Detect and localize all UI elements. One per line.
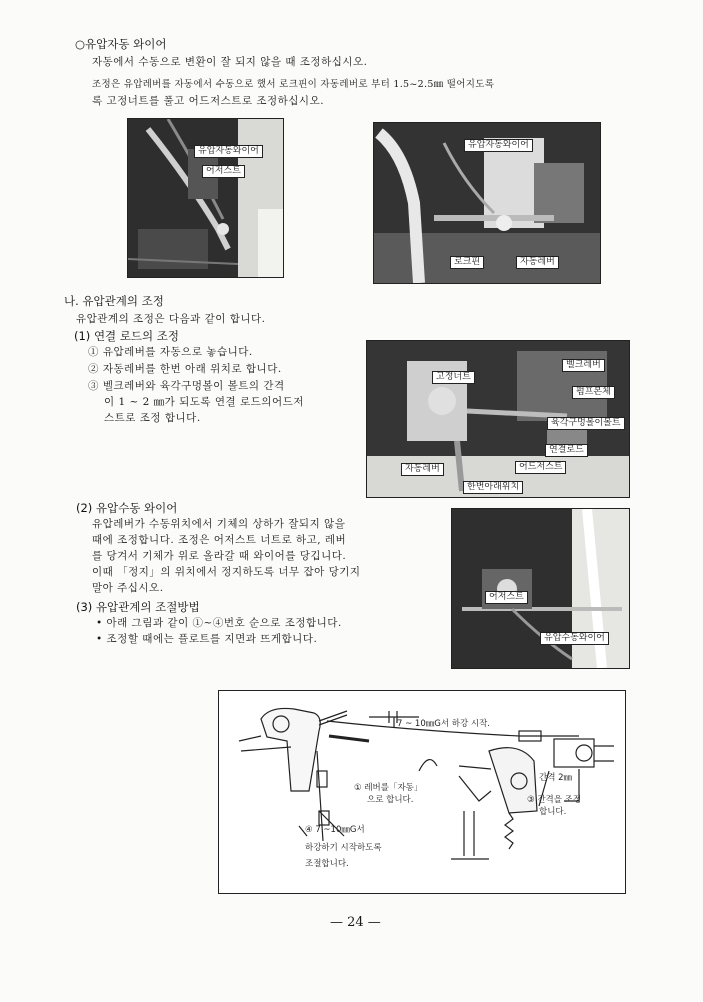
- adjustment-diagram: [218, 690, 626, 894]
- photo-label: 육각구멍볼이볼트: [547, 417, 625, 430]
- photo-label: 어저스트: [485, 591, 528, 604]
- paragraph-line: 유압레버가 수동위치에서 기체의 상하가 잘되지 않을: [92, 518, 346, 530]
- subheading-adjust-method: (3) 유압관계의 조절방법: [76, 600, 200, 614]
- photo-label: 연결로드: [545, 444, 588, 457]
- step-item: ③ 벨크레버와 육각구멍볼이 볼트의 간격: [88, 380, 285, 392]
- diagram-note: 으로 합니다.: [367, 795, 414, 805]
- paragraph-line: 를 당겨서 기체가 위로 올라갈 때 와이어를 당깁니다.: [92, 550, 347, 562]
- step-item: 스트로 조정 합니다.: [104, 412, 201, 424]
- paragraph: 유압관계의 조정은 다음과 같이 합니다.: [76, 313, 266, 325]
- photo-label: 한번아래위치: [463, 481, 523, 494]
- photo-label: 고정너트: [432, 371, 475, 384]
- photo-label: 자동레버: [401, 463, 444, 476]
- paragraph: 조정은 유압레버를 자동에서 수동으로 했서 로크핀이 자동레버로 부터 1.5~2.5㎜ 떨어지도록: [92, 79, 495, 90]
- photo-label: 자동레버: [516, 256, 559, 269]
- diagram-note: 간격 2㎜: [539, 773, 573, 783]
- paragraph-line: 이때 「정지」의 위치에서 정지하도록 너무 잡아 당기지: [92, 566, 361, 578]
- bullet-item: • 조정할 때에는 플로트를 지면과 뜨게합니다.: [96, 633, 318, 645]
- photo-label: 펌프본체: [572, 386, 615, 399]
- paragraph: 록 고정너트를 풀고 어드저스트로 조정하십시오.: [92, 95, 325, 107]
- diagram-note: ④ 7 ~10㎜G서: [305, 825, 365, 835]
- photo-manual-wire: [451, 508, 630, 669]
- photo-label: 유압수동와이어: [540, 632, 609, 645]
- paragraph-line: 때에 조정합니다. 조정은 어저스트 너트로 하고, 레버: [92, 534, 347, 546]
- step-item: ② 자동레버를 한번 아래 위치로 합니다.: [88, 363, 282, 375]
- photo-hydraulic-wire-right: [373, 122, 601, 284]
- photo-hydraulic-wire-left: [127, 118, 284, 278]
- section-heading-hydraulic-adjust: 나. 유압관계의 조정: [64, 294, 164, 308]
- photo-label: 어드저스트: [515, 461, 566, 474]
- paragraph: 자동에서 수동으로 변환이 잘 되지 않을 때 조정하십시오.: [92, 56, 368, 68]
- photo-illustration: [128, 119, 283, 277]
- diagram-note: 조절합니다.: [305, 859, 349, 869]
- photo-label: 어저스트: [202, 165, 245, 178]
- section-heading-hydraulic-auto-wire: ○유압자동 와이어: [75, 37, 167, 51]
- subheading-connecting-rod: (1) 연결 로드의 조정: [74, 329, 180, 343]
- bullet-item: • 아래 그림과 같이 ①~④번호 순으로 조정합니다.: [96, 617, 342, 629]
- diagram-note: 합니다.: [539, 807, 567, 817]
- photo-label: 로크핀: [450, 256, 484, 269]
- step-item: 이 1 ~ 2 ㎜가 되도록 연결 로드의어드저: [104, 396, 304, 408]
- photo-label: 유압자동와이어: [194, 145, 263, 158]
- page-number: — 24 —: [330, 915, 381, 930]
- step-item: ① 유압레버를 자동으로 놓습니다.: [88, 346, 253, 358]
- photo-label: 벨크레버: [562, 359, 605, 372]
- diagram-note: 하강하기 시작하도록: [305, 843, 382, 853]
- photo-label: 유압자동와이어: [464, 139, 533, 152]
- diagram-note: 7 ~ 10㎜G서 하강 시작.: [397, 719, 490, 729]
- photo-connecting-rod: [366, 340, 630, 498]
- paragraph-line: 말아 주십시오.: [92, 582, 164, 594]
- diagram-note: ③ 간격을 조정: [527, 795, 582, 805]
- diagram-note: ① 레버를「자동」: [354, 783, 423, 793]
- subheading-manual-wire: (2) 유압수동 와이어: [76, 501, 178, 515]
